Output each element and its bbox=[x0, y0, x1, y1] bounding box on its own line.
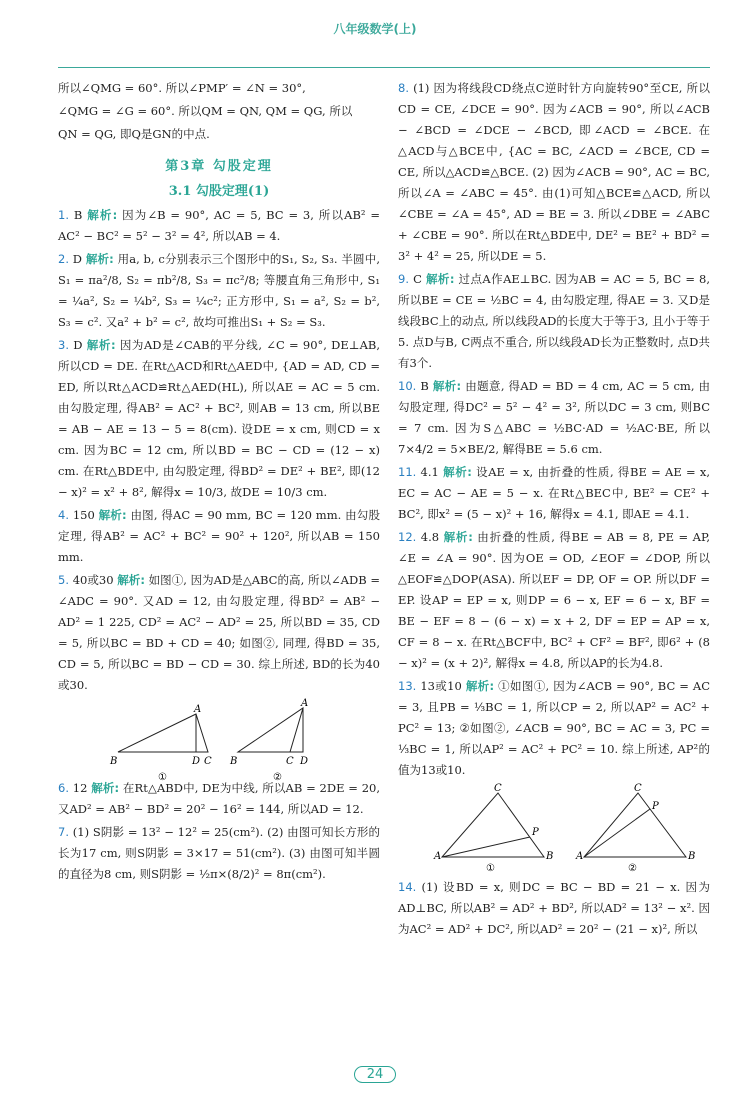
svg-text:B: B bbox=[546, 851, 554, 862]
intro-line: ∠QMG = ∠G = 60°. 所以QM = QN, QM = QG, 所以 bbox=[58, 104, 353, 118]
svg-text:A: A bbox=[194, 704, 202, 715]
header-divider bbox=[58, 67, 710, 68]
answer-item: 2. D 解析: 用a, b, c分别表示三个图形中的S₁, S₂, S₃. 半圆中, S₁ = πa²/8, S₂ = πb²/8, S₃ = πc²/8; 等腰直角三角形中, S₁ = ¼a², S₂ = ¼b², S₃ = ¼c²; 正方形中, S₁ = a², S₂ = b², S₃ = c². 又a² + b² = c², 故均可推出S₁ + S₂ = S₃. bbox=[58, 252, 380, 329]
triangle-figures-q13 bbox=[398, 783, 710, 874]
q5-diagram bbox=[58, 698, 380, 783]
answer-item: 9. C 解析: 过点A作AE⊥BC. 因为AB = AC = 5, BC = 8, 所以BE = CE = ½BC = 4, 由勾股定理, 得AE = 3. 又D是线段BC上的动点, 所以线段AD的长度大于等于3, 且小于等于5. 点D与B, C两点不重合, 所以线段AD长为正整数时, 点D共有3个. bbox=[398, 272, 711, 370]
svg-text:A: A bbox=[434, 851, 442, 862]
svg-text:B: B bbox=[110, 756, 118, 767]
page-number: 24 bbox=[0, 1066, 750, 1083]
svg-text:A: A bbox=[301, 698, 309, 709]
answer-item: 1. B 解析: 因为∠B = 90°, AC = 5, BC = 3, 所以AB² = AC² − BC² = 5² − 3² = 4², 所以AB = 4. bbox=[58, 208, 381, 243]
intro-line: 所以∠QMG = 60°. 所以∠PMP′ = ∠N = 30°, bbox=[58, 81, 306, 95]
page-header-title: 八年级数学(上) bbox=[333, 22, 417, 36]
svg-text:B: B bbox=[688, 851, 696, 862]
fig-label: ② bbox=[273, 772, 282, 783]
svg-text:P: P bbox=[652, 801, 659, 812]
svg-text:B: B bbox=[230, 756, 238, 767]
answer-item: 13. 13或10 解析: ①如图①, 因为∠ACB = 90°, BC = AC = 3, 且PB = ⅓BC = 1, 所以CP = 2, 所以AP² = AC² + PC² = 13; ②如图②, ∠ACB = 90°, BC = AC = 3, PC = ⅓BC = 1, 所以AP² = AC² + PC² = 10. 综上所述, AP²的值为13或10. bbox=[398, 679, 711, 777]
svg-text:D: D bbox=[192, 756, 201, 767]
answer-item: 10. B 解析: 由题意, 得AD = BD = 4 cm, AC = 5 cm, 由勾股定理, 得DC² = 5² − 4² = 3², 所以DC = 3 cm, 则BC = 7 cm. 因为S△ABC = ½BC·AD = ½AC·BE, 所以7×4/2 = 5×BE/2, 解得BE = 5.6 cm. bbox=[398, 379, 711, 456]
svg-text:C: C bbox=[634, 783, 642, 794]
svg-text:D: D bbox=[300, 756, 309, 767]
right-column bbox=[398, 78, 710, 942]
answer-item: 5. 40或30 解析: 如图①, 因为AD是△ABC的高, 所以∠ADB = ∠ADC = 90°. 又AD = 12, 由勾股定理, 得BD² = AB² − AD² = 1 225, CD² = AC² − AD² = 25, 所以BD = 35, CD = 5, 所以BC = BD + CD = 40; 如图②, 同理, 得BD = 35, CD = 5, 所以BC = BD − CD = 30. 综上所述, BD的长为40或30. bbox=[58, 573, 380, 692]
q13-diagram bbox=[398, 783, 710, 874]
svg-text:C: C bbox=[204, 756, 212, 767]
intro-line: QN = QG, 即Q是GN的中点. bbox=[58, 127, 210, 141]
svg-text:C: C bbox=[494, 783, 502, 794]
answer-item: 4. 150 解析: 由图, 得AC = 90 mm, BC = 120 mm. 由勾股定理, 得AB² = AC² + BC² = 90² + 120², 所以AB = 150 mm. bbox=[58, 508, 380, 564]
answer-item: 12. 4.8 解析: 由折叠的性质, 得BE = AB = 8, PE = AP, ∠E = ∠A = 90°. 因为OE = OD, ∠EOF = ∠DOP, 所以△EOF≌△DOP(ASA). 所以EF = DP, OF = OP. 所以DF = EP. 设AP = EP = x, 则DP = 6 − x, EF = 6 − x, BF = BE − EF = 8 − (6 − x) = x + 2, DF = EP = AP = x, CF = 8 − x. 在Rt△BCF中, BC² + CF² = BF², 即6² + (8 − x)² = (x + 2)², 解得x = 4.8, 所以AP的长为4.8. bbox=[398, 530, 711, 670]
answer-item: 3. D 解析: 因为AD是∠CAB的平分线, ∠C = 90°, DE⊥AB, 所以CD = DE. 在Rt△ACD和Rt△AED中, {AD = AD, CD = ED, 所以Rt△ACD≌Rt△AED(HL), 所以AE = AC = 5 cm. 由勾股定理, 得AB² = AC² + BC², 则AB = 13 cm, 所以BE = AB − AE = 13 − 5 = 8(cm). 设DE = x cm, 则CD = x cm. 因为BC = 12 cm, 所以BD = BC − CD = (12 − x) cm. 在Rt△BDE中, 由勾股定理, 得BD² = DE² + BE², 即(12 − x)² = x² + 8², 解得x = 10/3, 故DE = 10/3 cm. bbox=[58, 338, 381, 499]
answer-item: 14. (1) 设BD = x, 则DC = BC − BD = 21 − x. 因为AD⊥BC, 所以AB² = AD² + BD², 所以AD² = 13² − x². 因为AC² = AD² + DC², 所以AD² = 20² − (21 − x)², 所以 bbox=[398, 880, 711, 936]
chapter-title: 第3章 勾股定理 bbox=[165, 159, 273, 174]
triangle-figures-q5 bbox=[58, 698, 380, 783]
svg-text:A: A bbox=[576, 851, 584, 862]
fig-label: ① bbox=[158, 772, 167, 783]
answer-item: 8. (1) 因为将线段CD绕点C逆时针方向旋转90°至CE, 所以CD = CE, ∠DCE = 90°. 因为∠ACB = 90°, 所以∠ACB − ∠BCD = ∠DCE − ∠BCD, 即∠ACD = ∠BCE. 在△ACD与△BCE中, {AC = BC, ∠ACD = ∠BCE, CD = CE, 所以△ACD≌△BCE. (2) 因为∠ACB = 90°, AC = BC, 所以∠A = ∠ABC = 45°. 由(1)可知△BCE≌△ACD, 所以∠CBE = ∠A = 45°, AD = BE = 3. 所以∠DBE = ∠ABC + ∠CBE = 90°. 所以在Rt△BDE中, DE² = BE² + BD² = 3² + 4² = 25, 所以DE = 5. bbox=[398, 81, 710, 263]
fig-label: ① bbox=[486, 863, 495, 874]
svg-text:C: C bbox=[286, 756, 294, 767]
fig-label: ② bbox=[628, 863, 637, 874]
answer-item: 7. (1) S阴影 = 13² − 12² = 25(cm²). (2) 由图可知长方形的长为17 cm, 则S阴影 = 3×17 = 51(cm²). (3) 由图可知半圆的直径为8 cm, 则S阴影 = ½π×(8/2)² = 8π(cm²). bbox=[58, 825, 381, 881]
answer-item: 6. 12 解析: 在Rt△ABD中, DE为中线, 所以AB = 2DE = 20, 又AD² = AB² − BD² = 20² − 16² = 144, 所以AD = 12. bbox=[58, 781, 380, 816]
svg-text:P: P bbox=[532, 827, 539, 838]
left-column bbox=[58, 78, 380, 887]
answer-item: 11. 4.1 解析: 设AE = x, 由折叠的性质, 得BE = AE = x, EC = AC − AE = 5 − x. 在Rt△BEC中, BE² = CE² + BC², 即x² = (5 − x)² + 16, 解得x = 4.1, 即AE = 4.1. bbox=[398, 465, 710, 521]
section-title: 3.1 勾股定理(1) bbox=[168, 184, 270, 199]
